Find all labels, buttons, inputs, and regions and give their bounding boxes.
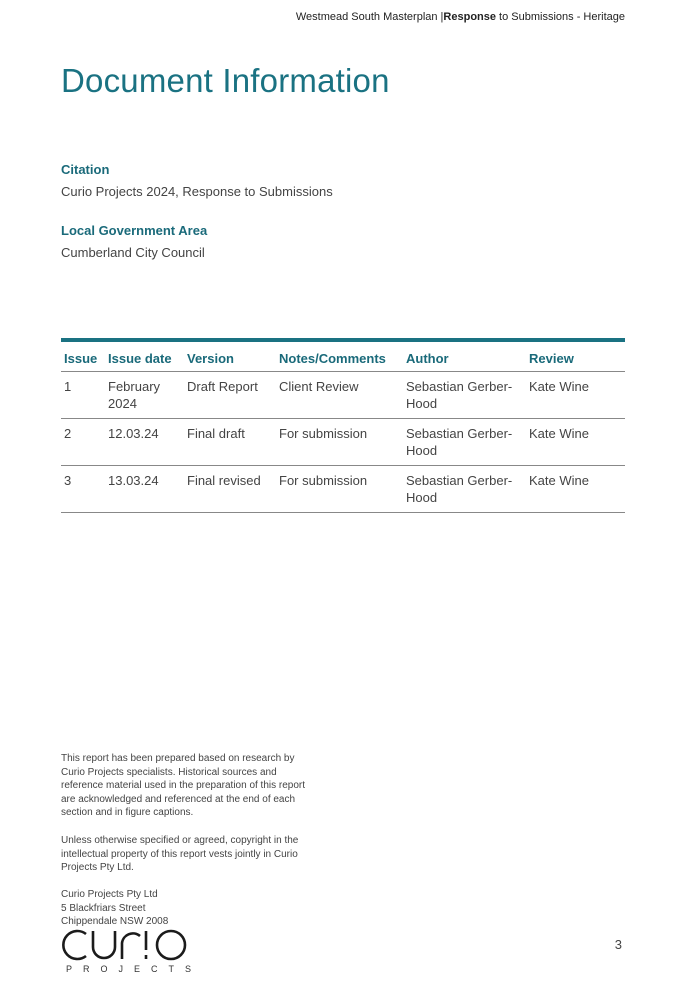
- header-version: Version: [184, 340, 276, 372]
- curio-logo: [60, 928, 190, 967]
- cell-issue-date: 13.03.24: [105, 466, 184, 513]
- cell-author: Sebastian Gerber-Hood: [403, 372, 526, 419]
- cell-author: Sebastian Gerber-Hood: [403, 466, 526, 513]
- table-row: [61, 372, 625, 419]
- footer-copyright-note: Unless otherwise specified or agreed, copyright in the intellectual property of this report vests jointly in Curio Projects Pty Ltd.: [61, 835, 299, 873]
- cell-review: Kate Wine: [526, 372, 625, 419]
- cell-notes: For submission: [276, 466, 403, 513]
- cell-review: Kate Wine: [526, 419, 625, 466]
- cell-issue: 2: [61, 419, 105, 466]
- header-bold: Response: [443, 11, 496, 23]
- header-right: to Submissions - Heritage: [496, 11, 625, 23]
- footer-research-note: This report has been prepared based on research by Curio Projects specialists. Historical sources and reference material used in the preparation of this report are acknowledged and referenced at the end of each section and in figure captions.: [61, 753, 306, 818]
- cell-notes: Client Review: [276, 372, 403, 419]
- header-left: Westmead South Masterplan |: [295, 11, 444, 23]
- footer-address: [61, 888, 321, 929]
- running-header: [296, 11, 625, 23]
- document-info-table: [61, 338, 625, 513]
- table-row: [61, 419, 625, 466]
- cell-version: Final revised: [184, 466, 276, 513]
- cell-issue: 3: [61, 466, 105, 513]
- header-review: Review: [526, 340, 625, 372]
- header-notes: Notes/Comments: [276, 340, 403, 372]
- table-header-row: [61, 340, 625, 372]
- lga-text: Cumberland City Council: [61, 245, 205, 260]
- cell-version: Draft Report: [184, 372, 276, 419]
- citation-heading: Citation: [61, 162, 110, 177]
- cell-version: Final draft: [184, 419, 276, 466]
- curio-logo-mark: [60, 928, 190, 962]
- header-author: Author: [403, 340, 526, 372]
- page-number: 3: [614, 937, 622, 952]
- address-line: Chippendale NSW 2008: [61, 916, 169, 927]
- cell-issue-date: February 2024: [105, 372, 184, 419]
- header-issue: Issue: [61, 340, 105, 372]
- table-row: [61, 466, 625, 513]
- cell-review: Kate Wine: [526, 466, 625, 513]
- cell-issue: 1: [61, 372, 105, 419]
- page-title: Document Information: [61, 62, 390, 99]
- cell-author: Sebastian Gerber-Hood: [403, 419, 526, 466]
- address-line: 5 Blackfriars Street: [61, 902, 146, 914]
- citation-text: Curio Projects 2024, Response to Submissions: [61, 184, 333, 199]
- header-issue-date: Issue date: [105, 340, 184, 372]
- address-line: Curio Projects Pty Ltd: [61, 889, 158, 900]
- cell-issue-date: 12.03.24: [105, 419, 184, 466]
- lga-heading: Local Government Area: [61, 223, 208, 238]
- cell-notes: For submission: [276, 419, 403, 466]
- logo-subtitle: PROJECTS: [66, 964, 203, 974]
